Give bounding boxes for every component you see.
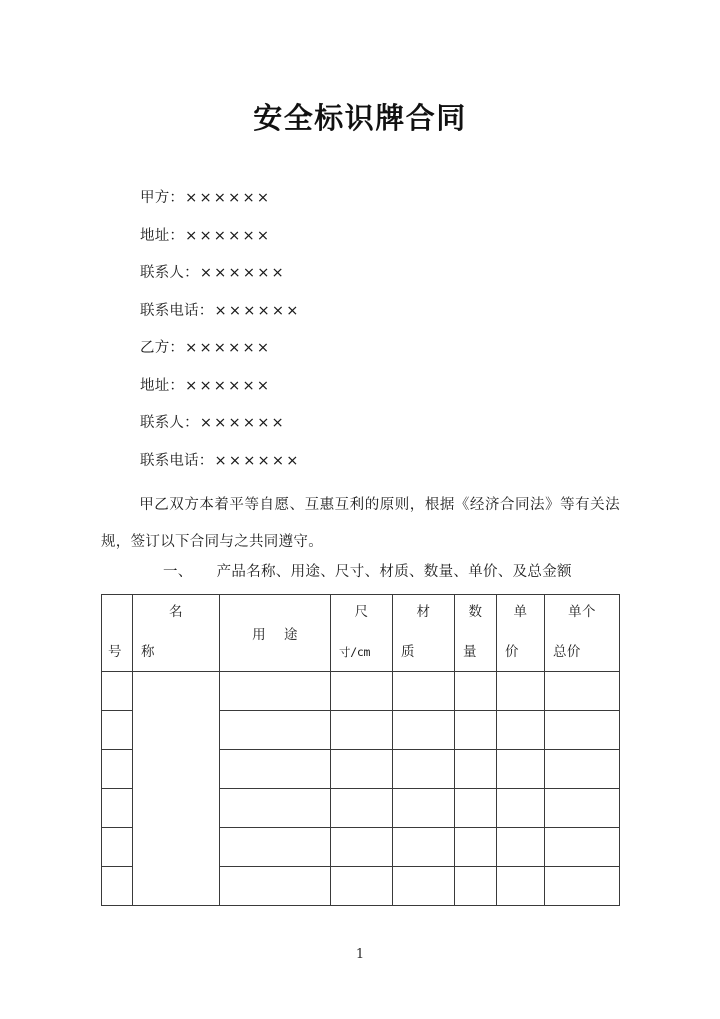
cell-quantity[interactable] (455, 867, 497, 906)
cell-unit-price[interactable] (497, 789, 545, 828)
cell-unit-price[interactable] (497, 672, 545, 711)
header-cell-use (220, 595, 331, 672)
page-title: 安全标识牌合同 (253, 101, 467, 135)
header-cell-unit-price (497, 595, 545, 672)
party-b-address-line (140, 368, 600, 406)
preamble-text: 甲乙双方本着平等自愿、互惠互利的原则，根据《经济合同法》等有关法规，签订以下合同与之共同遵守。 (101, 497, 620, 550)
header-cell-size (331, 595, 393, 672)
party-a-name-line (140, 180, 600, 218)
party-b-phone-label: 联系电话： (140, 452, 214, 469)
cell-no[interactable] (102, 828, 133, 867)
cell-no[interactable] (102, 789, 133, 828)
product-table (101, 594, 620, 906)
cell-unit-price[interactable] (497, 711, 545, 750)
header-total-price-line2: 总价 (553, 644, 581, 660)
header-use-line1: 用 (252, 627, 266, 643)
party-a-contact-line (140, 255, 600, 293)
header-quantity-line2: 量 (463, 644, 477, 660)
cell-quantity[interactable] (455, 711, 497, 750)
header-cell-name (133, 595, 220, 672)
cell-material[interactable] (393, 867, 455, 906)
product-table-container (101, 594, 619, 906)
cell-total-price[interactable] (545, 867, 620, 906)
cell-use[interactable] (220, 828, 331, 867)
header-use-label (220, 595, 330, 671)
cell-size[interactable] (331, 828, 393, 867)
cell-size[interactable] (331, 711, 393, 750)
header-material-line1: 材 (416, 604, 431, 620)
cell-total-price[interactable] (545, 789, 620, 828)
cell-quantity[interactable] (455, 750, 497, 789)
cell-size[interactable] (331, 789, 393, 828)
party-a-address-line (140, 218, 600, 256)
cell-material[interactable] (393, 711, 455, 750)
cell-use[interactable] (220, 672, 331, 711)
party-a-address-label: 地址： (140, 227, 185, 244)
cell-use[interactable] (220, 789, 331, 828)
cell-name-merged[interactable] (133, 672, 220, 906)
cell-no[interactable] (102, 672, 133, 711)
party-a-name-label: 甲方： (140, 190, 185, 206)
cell-total-price[interactable] (545, 750, 620, 789)
table-header-row (102, 595, 620, 672)
party-b-name-value: ×××××× (185, 340, 272, 356)
cell-use[interactable] (220, 750, 331, 789)
party-b-name-label: 乙方： (140, 340, 185, 356)
party-b-contact-value: ×××××× (199, 415, 286, 431)
cell-no[interactable] (102, 750, 133, 789)
header-unit-price-line2: 价 (505, 644, 519, 660)
preamble-paragraph (101, 487, 620, 561)
cell-total-price[interactable] (545, 672, 620, 711)
section-title: 产品名称、用途、尺寸、材质、数量、单价、及总金额 (216, 564, 572, 580)
header-total-price-line1: 单个 (568, 604, 596, 620)
party-b-contact-line (140, 405, 600, 443)
header-cell-total-price (545, 595, 620, 672)
party-b-address-value: ×××××× (185, 377, 272, 394)
cell-use[interactable] (220, 867, 331, 906)
cell-size[interactable] (331, 867, 393, 906)
header-unit-price-line1: 单 (513, 604, 528, 620)
cell-unit-price[interactable] (497, 828, 545, 867)
page-number: 1 (355, 947, 365, 962)
cell-material[interactable] (393, 789, 455, 828)
party-b-address-label: 地址： (140, 377, 185, 394)
cell-size[interactable] (331, 672, 393, 711)
cell-use[interactable] (220, 711, 331, 750)
header-quantity-line1: 数 (468, 604, 483, 620)
cell-quantity[interactable] (455, 789, 497, 828)
table-row (102, 672, 620, 711)
party-a-phone-label: 联系电话： (140, 302, 214, 319)
cell-material[interactable] (393, 672, 455, 711)
cell-size[interactable] (331, 750, 393, 789)
section-heading (101, 559, 620, 585)
cell-total-price[interactable] (545, 828, 620, 867)
header-cell-quantity (455, 595, 497, 672)
cell-no[interactable] (102, 867, 133, 906)
cell-quantity[interactable] (455, 672, 497, 711)
cell-no[interactable] (102, 711, 133, 750)
header-name-line1: 名 (169, 604, 183, 620)
header-size-line2: 寸/cm (339, 645, 371, 659)
header-no-label: 号 (108, 644, 122, 660)
party-a-contact-value: ×××××× (199, 265, 286, 281)
party-a-name-value: ×××××× (185, 190, 272, 206)
header-cell-material (393, 595, 455, 672)
cell-total-price[interactable] (545, 711, 620, 750)
party-b-phone-value: ×××××× (214, 452, 301, 469)
header-cell-no (102, 595, 133, 672)
cell-material[interactable] (393, 750, 455, 789)
header-size-line1: 尺 (354, 604, 369, 620)
party-a-address-value: ×××××× (185, 227, 272, 244)
party-information-block (140, 180, 600, 480)
cell-unit-price[interactable] (497, 867, 545, 906)
party-b-contact-label: 联系人： (140, 415, 199, 431)
cell-quantity[interactable] (455, 828, 497, 867)
header-use-line2: 途 (284, 627, 298, 643)
party-a-phone-value: ×××××× (214, 302, 301, 319)
party-b-name-line (140, 330, 600, 368)
party-a-contact-label: 联系人： (140, 265, 199, 281)
header-name-line2: 称 (141, 644, 155, 660)
section-number: 一、 (163, 564, 193, 580)
cell-material[interactable] (393, 828, 455, 867)
party-b-phone-line (140, 443, 600, 481)
party-a-phone-line (140, 293, 600, 331)
header-material-line2: 质 (401, 644, 415, 660)
cell-unit-price[interactable] (497, 750, 545, 789)
